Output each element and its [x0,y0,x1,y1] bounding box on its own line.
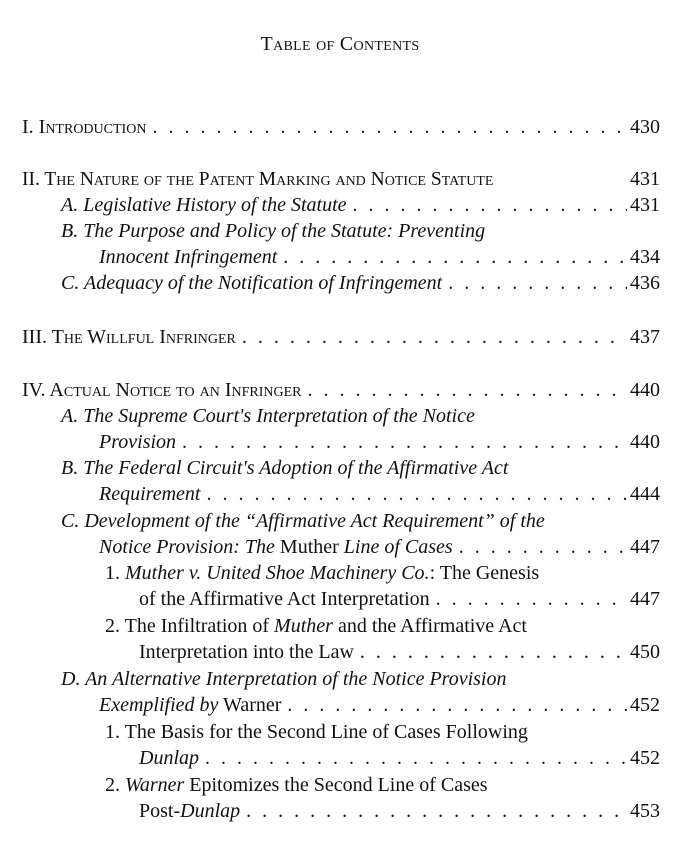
toc-entry-supreme-court-interpretation [0,403,680,455]
entry-label-line1 [105,613,660,639]
page-number: 431 [630,168,660,190]
toc-entry-willful-infringer [0,324,680,350]
page-number: 452 [630,694,660,716]
label-part: Post- [139,800,181,822]
label-part: 2. The Infiltration of [105,615,270,637]
entry-label-line2 [139,798,240,824]
page-number: 431 [630,194,660,216]
page-number: 440 [630,431,660,453]
dot-leader [360,639,627,665]
entry-label: II. The Nature of the Patent Marking and Notice Statute [22,169,494,190]
entry-label: A. Legislative History of the Statute [61,194,347,216]
entry-label-line2: Dunlap [139,747,199,769]
toc-entry-basis-second-line [0,719,680,771]
page-number: 453 [630,800,660,822]
entry-label-line2: of the Affirmative Act Interpretation [139,588,430,610]
page-number: 447 [630,588,660,610]
entry-label-line1: B. The Federal Circuit's Adoption of the Affirmative Act [61,457,509,479]
dot-leader [206,481,627,507]
dot-leader [287,692,627,718]
label-part: 2. [105,774,120,796]
label-part: Notice Provision: The [99,536,275,558]
dot-leader [246,798,627,824]
toc-entry-alternative-interpretation [0,666,680,718]
label-part: Epitomizes the Second Line of Cases [189,774,488,796]
entry-label-line2: Requirement [99,483,201,505]
entry-label-line2 [99,534,453,560]
dot-leader [448,270,627,296]
label-part: Exemplified by [99,694,219,716]
label-part: Muther [279,536,339,558]
label-part: 1. [105,562,120,584]
toc-entry-nature-of-statute [0,166,680,192]
page-number: 450 [630,641,660,663]
toc-entry-adequacy-of-notification [0,270,680,296]
entry-label-line1: B. The Purpose and Policy of the Statute: Preventing [61,220,486,242]
label-part: and the Affirmative Act [337,615,527,637]
toc-entry-purpose-and-policy [0,218,680,270]
entry-label-line1: D. An Alternative Interpretation of the Notice Provision [61,668,507,690]
dot-leader [182,429,627,455]
entry-label-line1: C. Development of the “Affirmative Act Requirement” of the [61,510,545,532]
entry-label-line2: Provision [99,431,177,453]
toc-entry-federal-circuit-adoption [0,455,680,507]
entry-label-line2: Interpretation into the Law [139,641,354,663]
dot-leader [242,324,627,350]
page-number: 447 [630,536,660,558]
dot-leader [205,745,627,771]
page-number: 440 [630,379,660,401]
dot-leader [353,192,627,218]
entry-label-line1: 1. The Basis for the Second Line of Cases Following [105,721,528,743]
toc-entry-introduction [0,114,680,140]
label-part: Warner [125,774,185,796]
dot-leader [436,586,627,612]
toc-entry-muther-genesis [0,560,680,612]
page-number: 452 [630,747,660,769]
page-number: 430 [630,116,660,138]
dot-leader [152,114,627,140]
entry-label: C. Adequacy of the Notification of Infringement [61,272,443,294]
label-part: Muther v. United Shoe Machinery Co. [125,562,430,584]
entry-label: IV. Actual Notice to an Infringer [22,379,302,401]
entry-label-line1 [105,560,660,586]
entry-label: I. Introduction [22,116,147,138]
page-title: Table of Contents [260,33,420,55]
toc-entry-development-of-requirement [0,508,680,560]
entry-label-line1 [105,772,660,798]
dot-leader [459,534,627,560]
entry-label-line2 [99,692,281,718]
page-number: 436 [630,272,660,294]
toc-entry-muther-infiltration [0,613,680,665]
label-part: : The Genesis [429,562,540,584]
page-number: 444 [630,483,660,505]
toc-entry-actual-notice [0,377,680,403]
dot-leader [307,377,627,403]
label-part: Line of Cases [343,536,453,558]
entry-label: III. The Willful Infringer [22,326,236,348]
dot-leader [283,244,627,270]
page-number: 437 [630,326,660,348]
label-part: Muther [274,615,333,637]
page-number: 434 [630,246,660,268]
entry-label-line1: A. The Supreme Court's Interpretation of the Notice [61,405,475,427]
toc-entry-legislative-history [0,192,680,218]
label-part: Warner [223,694,282,716]
label-part: Dunlap [180,800,241,822]
toc-entry-warner-epitomizes [0,772,680,824]
entry-label-line2: Innocent Infringement [99,246,278,268]
